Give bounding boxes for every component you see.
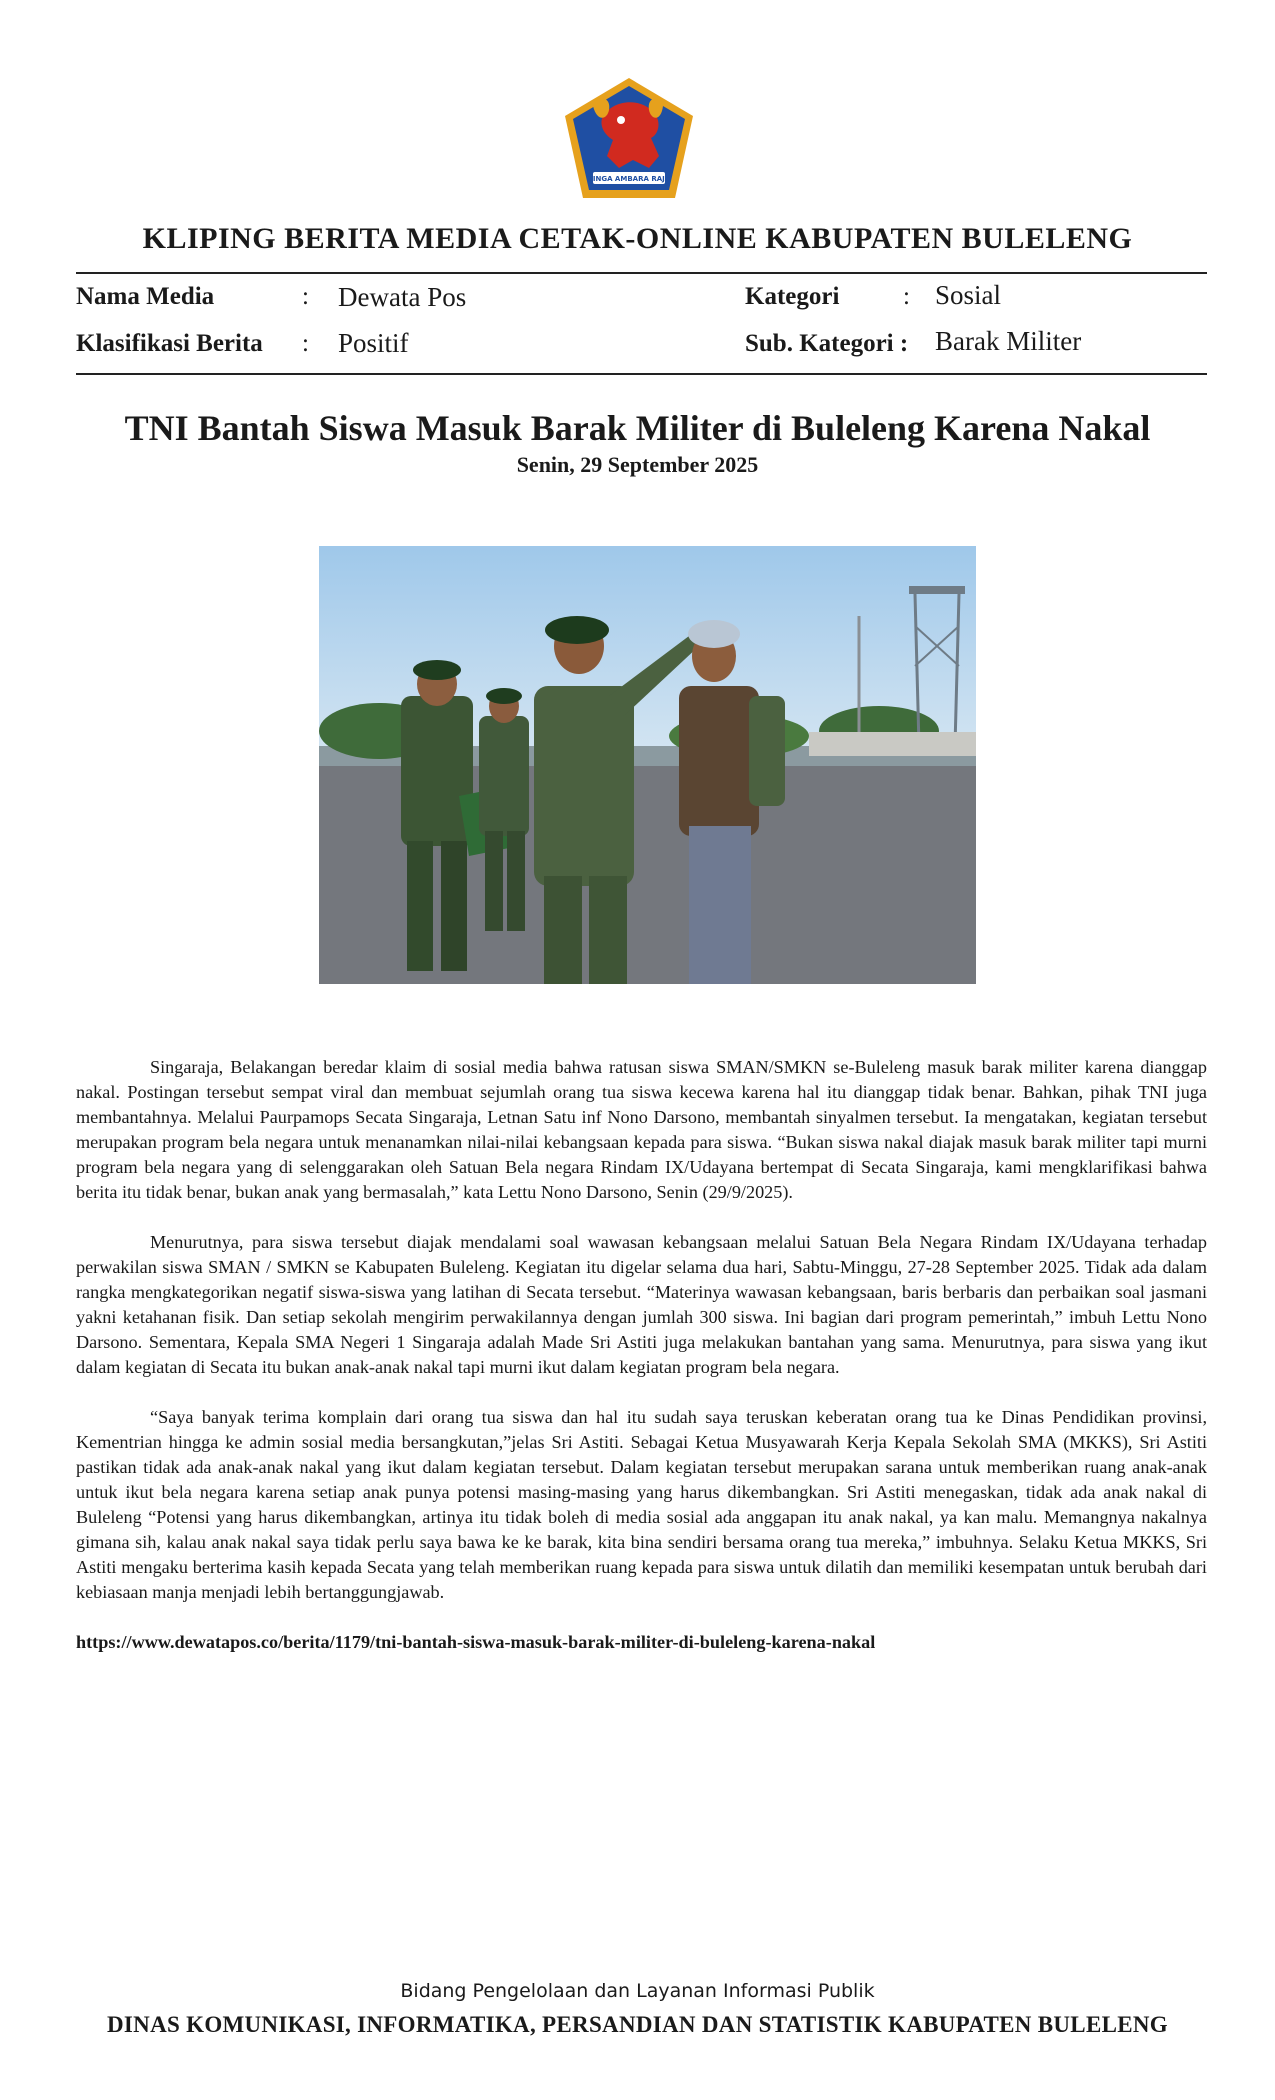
sub-kategori-value: Barak Militer	[935, 326, 1082, 356]
article-title: TNI Bantah Siswa Masuk Barak Militer di Buleleng Karena Nakal	[124, 408, 1151, 448]
header-bottom-rule	[76, 373, 1207, 375]
clipping-header-title: KLIPING BERITA MEDIA CETAK-ONLINE KABUPATEN BULELENG	[142, 222, 1133, 255]
colon: :	[903, 283, 910, 310]
header-top-rule	[76, 272, 1207, 274]
sub-kategori-label: Sub. Kategori :	[745, 330, 909, 357]
klasifikasi-label: Klasifikasi Berita	[76, 330, 263, 357]
source-url-link[interactable]: https://www.dewatapos.co/berita/1179/tni-bantah-siswa-masuk-barak-militer-di-buleleng-karena-nakal	[76, 1632, 876, 1652]
nama-media-label: Nama Media	[76, 283, 215, 310]
klasifikasi-value: Positif	[338, 328, 409, 358]
kategori-value: Sosial	[935, 280, 1002, 310]
buleleng-emblem-logo	[563, 76, 695, 200]
logo-motto: SINGA AMBARA RAJA	[587, 175, 671, 183]
article-date: Senin, 29 September 2025	[516, 452, 759, 477]
article-paragraph-3: “Saya banyak terima komplain dari orang tua siswa dan hal itu sudah saya teruskan keberatan orang tua ke Dinas Pendidikan provinsi, Kementrian hingga ke admin sosial media bersangkutan,”jelas Sri Astiti. Sebagai Ketua Musyawarah Kerja Kepala Sekolah SMA (MKKS), Sri Astiti pastikan tidak ada anak-anak nakal yang ikut dalam kegiatan tersebut. Dalam kegiatan tersebut merupakan sarana untuk memberikan ruang anak-anak untuk ikut bela negara karena setiap anak punya potensi masing-masing yang harus dikembangkan. Sri Astiti menegaskan, tidak ada anak nakal di Buleleng “Potensi yang harus dikembangkan, artinya itu tidak boleh di media sosial ada anggapan itu anak nakal, ya kan malu. Memangnya nakalnya gimana sih, kalau anak nakal saya tidak perlu saya bawa ke ke barak, kita bina sendiri bersama orang tua mereka,” imbuhnya. Selaku Ketua MKKS, Sri Astiti mengaku berterima kasih kepada Secata yang telah memberikan ruang kepada para siswa untuk dilatih dan memiliki kesempatan untuk berubah dari kebiasaan manja menjadi lebih bertanggungjawab.	[76, 1407, 1207, 1602]
article-paragraph-2: Menurutnya, para siswa tersebut diajak mendalami soal wawasan kebangsaan melalui Satuan Bela Negara Rindam IX/Udayana terhadap perwakilan siswa SMAN / SMKN se Kabupaten Buleleng. Kegiatan itu digelar selama dua hari, Sabtu-Minggu, 27-28 September 2025. Tidak ada dalam rangka mengkategorikan negatif siswa-siswa yang latihan di Secata tersebut. “Materinya wawasan kebangsaan, baris berbaris dan perbaikan soal jasmani yakni ketahanan fisik. Dan setiap sekolah mengirim perwakilannya dengan jumlah 300 siswa. Ini bagian dari program pemerintah,” imbuh Lettu Nono Darsono. Sementara, Kepala SMA Negeri 1 Singaraja adalah Made Sri Astiti juga melakukan bantahan yang sama. Menurutnya, para siswa yang ikut dalam kegiatan di Secata itu bukan anak-anak nakal tapi murni ikut dalam kegiatan program bela negara.	[76, 1232, 1207, 1377]
footer-agency: DINAS KOMUNIKASI, INFORMATIKA, PERSANDIAN DAN STATISTIK KABUPATEN BULELENG	[107, 2012, 1168, 2037]
article-photo	[319, 546, 976, 984]
colon: :	[302, 330, 309, 357]
nama-media-value: Dewata Pos	[338, 282, 467, 312]
kategori-label: Kategori	[745, 283, 840, 310]
article-paragraph-1: Singaraja, Belakangan beredar klaim di sosial media bahwa ratusan siswa SMAN/SMKN se-Buleleng masuk barak militer karena dianggap nakal. Postingan tersebut sempat viral dan membuat sejumlah orang tua siswa kecewa karena hal itu dianggap tidak benar. Bahkan, pihak TNI juga membantahnya. Melalui Paurpamops Secata Singaraja, Letnan Satu inf Nono Darsono, membantah sinyalmen tersebut. Ia mengatakan, kegiatan tersebut merupakan program bela negara untuk menanamkan nilai-nilai kebangsaan kepada para siswa. “Bukan siswa nakal diajak masuk barak militer tapi murni program bela negara yang di selenggarakan oleh Satuan Bela negara Rindam IX/Udayana bertempat di Secata Singaraja, kami mengklarifikasi bahwa berita itu tidak benar, bukan anak yang bermasalah,” kata Lettu Nono Darsono, Senin (29/9/2025).	[76, 1057, 1207, 1202]
article-body	[76, 1055, 1207, 1655]
footer-division: Bidang Pengelolaan dan Layanan Informasi Publik	[400, 1980, 875, 2002]
colon: :	[302, 283, 309, 310]
